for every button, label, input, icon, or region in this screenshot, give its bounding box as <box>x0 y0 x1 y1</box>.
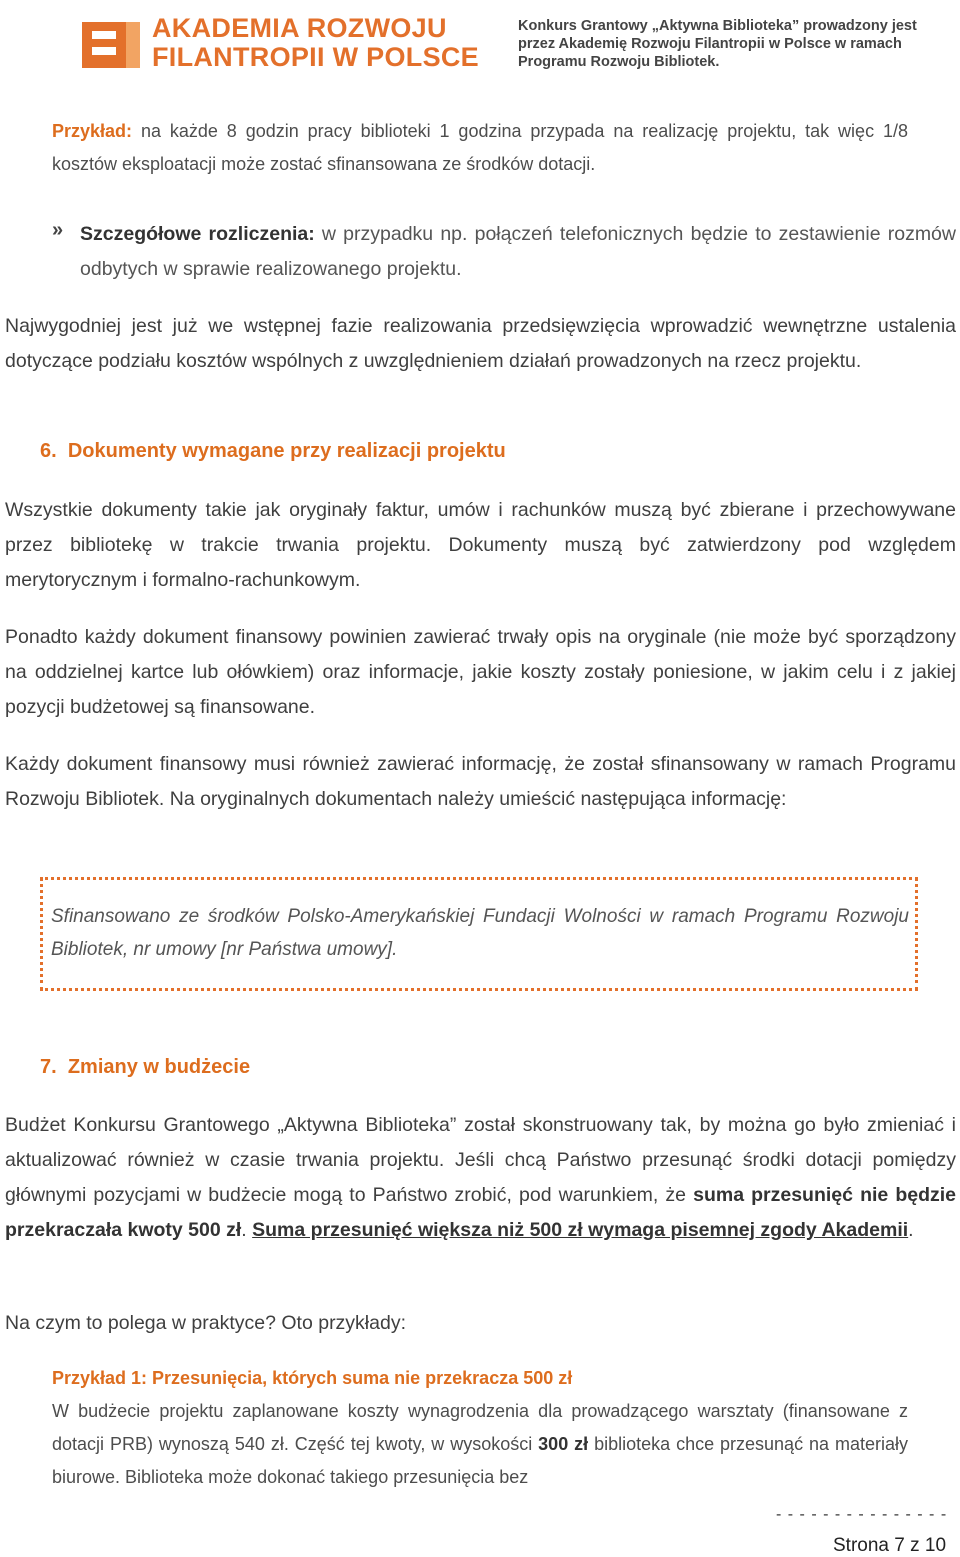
section-6-heading <box>40 440 506 463</box>
logo-mark-icon <box>80 20 142 70</box>
page-header <box>0 0 960 90</box>
bullet-paragraph <box>80 217 956 287</box>
paragraph-description: Ponadto każdy dokument finansowy powinien zawierać trwały opis na oryginale (nie może być sporządzony na oddzielnej kartce lub ołówkiem) oraz informacje, jakie koszty zostały poniesione, w jakim celu i z jakiej pozycji budżetowej są finansowane. <box>5 626 956 718</box>
paragraph-documents: Wszystkie dokumenty takie jak oryginały faktur, umów i rachunków muszą być zbierane i przechowywane przez bibliotekę w trakcie trwania projektu. Dokumenty muszą być zatwierdzony pod względem merytorycznym i formalno-rachunkowym. <box>5 499 956 591</box>
example-1-text-1: W budżecie projektu zaplanowane koszty wynagrodzenia dla prowadzącego warsztaty (finansowane z dotacji PRB) wynoszą 540 zł. Część tej kwoty, w wysokości <box>52 1401 908 1454</box>
paragraph-common-costs: Najwygodniej jest już we wstępnej fazie realizowania przedsięwzięcia wprowadzić wewnętrzne ustalenia dotyczące podziału kosztów wspólnych z uwzględnieniem działań prowadzonych na rzecz projektu. <box>5 315 956 372</box>
example-1 <box>52 1362 908 1494</box>
paragraph-examples-intro: Na czym to polega w praktyce? Oto przykłady: <box>5 1312 406 1334</box>
example-text: na każde 8 godzin pracy biblioteki 1 godzina przypada na realizację projektu, tak więc 1/8 kosztów eksploatacji może zostać sfinansowana ze środków dotacji. <box>52 121 908 174</box>
footer-divider: - - - - - - - - - - - - - - - <box>776 1506 948 1523</box>
bullet-text: w przypadku np. połączeń telefonicznych będzie to zestawienie rozmów odbytych w sprawie realizowanego projektu. <box>80 223 956 280</box>
section-6-title: Dokumenty wymagane przy realizacji projektu <box>67 440 506 462</box>
example-1-body <box>52 1395 908 1494</box>
logo-text <box>152 14 482 72</box>
budget-approval-requirement: Suma przesunięć większa niż 500 zł wymaga pisemnej zgody Akademii <box>252 1219 909 1241</box>
example-1-amount: 300 zł <box>538 1434 589 1454</box>
funding-notice-text: Sfinansowano ze środków Polsko-Amerykańskiej Fundacji Wolności w ramach Programu Rozwoju Bibliotek, nr umowy [nr Państwa umowy]. <box>51 906 909 960</box>
budget-text-1: Budżet Konkursu Grantowego „Aktywna Biblioteka” został skonstruowany tak, by można go było zmieniać i aktualizować również w czasie trwania projektu. Jeśli chcą Państwo przesunąć środki dotacji pomiędzy głównymi pozycjami w budżecie mogą to Państwo zrobić, pod warunkiem, że <box>5 1114 956 1206</box>
logo-line-2: FILANTROPII W POLSCE <box>152 42 479 72</box>
section-7-number: 7. <box>40 1056 57 1078</box>
bullet-marker-icon: » <box>52 219 61 241</box>
example-paragraph <box>52 115 908 181</box>
funding-notice-box <box>40 877 918 991</box>
section-7-heading <box>40 1056 250 1079</box>
logo-line-1: AKADEMIA ROZWOJU <box>152 13 447 43</box>
section-7-title: Zmiany w budżecie <box>67 1056 251 1078</box>
header-note <box>518 17 938 71</box>
budget-text-2: . <box>241 1219 253 1241</box>
section-6-number: 6. <box>40 440 57 462</box>
header-note-line-3: Programu Rozwoju Bibliotek. <box>518 54 720 70</box>
example-1-text-2: biblioteka chce przesunąć na materiały biurowe. Biblioteka może dokonać takiego przesunięcia bez <box>52 1434 908 1487</box>
example-1-title: Przykład 1: Przesunięcia, których suma nie przekracza 500 zł <box>52 1368 573 1388</box>
budget-bold-limit: suma przesunięć nie będzie przekraczała kwoty 500 zł <box>5 1184 956 1241</box>
budget-text-3: . <box>908 1219 914 1241</box>
bullet-label: Szczegółowe rozliczenia: <box>80 223 315 245</box>
paragraph-funding-info: Każdy dokument finansowy musi również zawierać informację, że został sfinansowany w ramach Programu Rozwoju Bibliotek. Na oryginalnych dokumentach należy umieścić następująca informację: <box>5 753 956 810</box>
header-note-line-2: przez Akademię Rozwoju Filantropii w Polsce w ramach <box>518 36 902 52</box>
paragraph-budget-changes <box>5 1108 956 1248</box>
page-number: Strona 7 z 10 <box>833 1535 947 1556</box>
header-note-line-1: Konkurs Grantowy „Aktywna Biblioteka” prowadzony jest <box>518 18 917 34</box>
example-label: Przykład: <box>52 121 133 141</box>
